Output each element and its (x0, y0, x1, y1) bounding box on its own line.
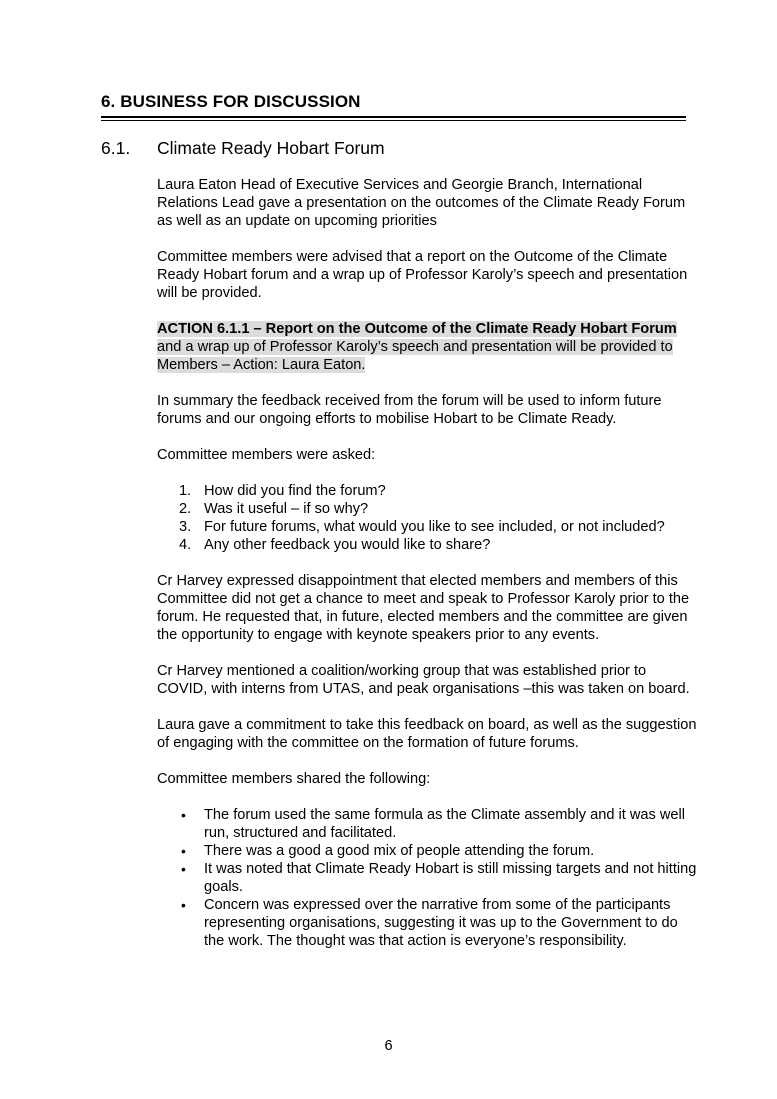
action-item-bold: ACTION 6.1.1 – Report on the Outcome of the Climate Ready Hobart Forum (157, 321, 677, 337)
shared-intro: Committee members shared the following: (157, 771, 431, 787)
list-item: 1. How did you find the forum? (179, 483, 386, 499)
list-item: • Concern was expressed over the narrative from some of the participants representing organisations, suggesting it was up to the Government to do the work. The thought was that action is everyone’s responsibility. (181, 897, 678, 949)
list-item: • The forum used the same formula as the Climate assembly and it was well run, structured and facilitated. (181, 807, 685, 841)
bullet-icon: • (181, 897, 186, 913)
list-item: • It was noted that Climate Ready Hobart is still missing targets and not hitting goals. (181, 861, 697, 895)
bullet-icon: • (181, 807, 186, 823)
paragraph-harvey-disappointment: Cr Harvey expressed disappointment that elected members and members of this Committee did not get a chance to meet and speak to Professor Karoly prior to the forum. He requested that, in future, elected members and the committee are given the opportunity to engage with keynote speakers prior to any events. (157, 573, 690, 643)
asked-intro: Committee members were asked: (157, 447, 376, 463)
section-heading: 6. BUSINESS FOR DISCUSSION (101, 92, 361, 111)
questions-list (157, 482, 697, 554)
body-text (157, 176, 697, 950)
list-item: • There was a good a good mix of people attending the forum. (181, 843, 595, 859)
paragraph-report-advised: Committee members were advised that a report on the Outcome of the Climate Ready Hobart forum and a wrap up of Professor Karoly’s speech and presentation will be provided. (157, 249, 688, 301)
subsection-number: 6.1. (101, 138, 131, 158)
shared-points-list (157, 806, 697, 950)
bullet-icon: • (181, 861, 186, 877)
paragraph-laura-commitment: Laura gave a commitment to take this feedback on board, as well as the suggestion of engaging with the committee on the formation of future forums. (157, 717, 697, 751)
action-item (157, 320, 697, 374)
paragraph-summary: In summary the feedback received from the forum will be used to inform future forums and our ongoing efforts to mobilise Hobart to be Climate Ready. (157, 393, 662, 427)
page-number: 6 (384, 1038, 393, 1054)
list-item: 3. For future forums, what would you like to see included, or not included? (179, 519, 665, 535)
heading-rule-thin (101, 120, 686, 121)
paragraph-harvey-coalition: Cr Harvey mentioned a coalition/working group that was established prior to COVID, with interns from UTAS, and peak organisations –this was taken on board. (157, 663, 690, 697)
heading-rule-thick (101, 116, 686, 118)
list-item: 4. Any other feedback you would like to share? (179, 537, 491, 553)
action-item-rest: and a wrap up of Professor Karoly’s speech and presentation will be provided to Members – Action: Laura Eaton. (157, 339, 673, 373)
bullet-icon: • (181, 843, 186, 859)
list-item: 2. Was it useful – if so why? (179, 501, 369, 517)
subsection-title: Climate Ready Hobart Forum (157, 138, 385, 158)
paragraph-presentation: Laura Eaton Head of Executive Services and Georgie Branch, International Relations Lead gave a presentation on the outcomes of the Climate Ready Forum as well as an update on upcoming priorities (157, 177, 686, 229)
